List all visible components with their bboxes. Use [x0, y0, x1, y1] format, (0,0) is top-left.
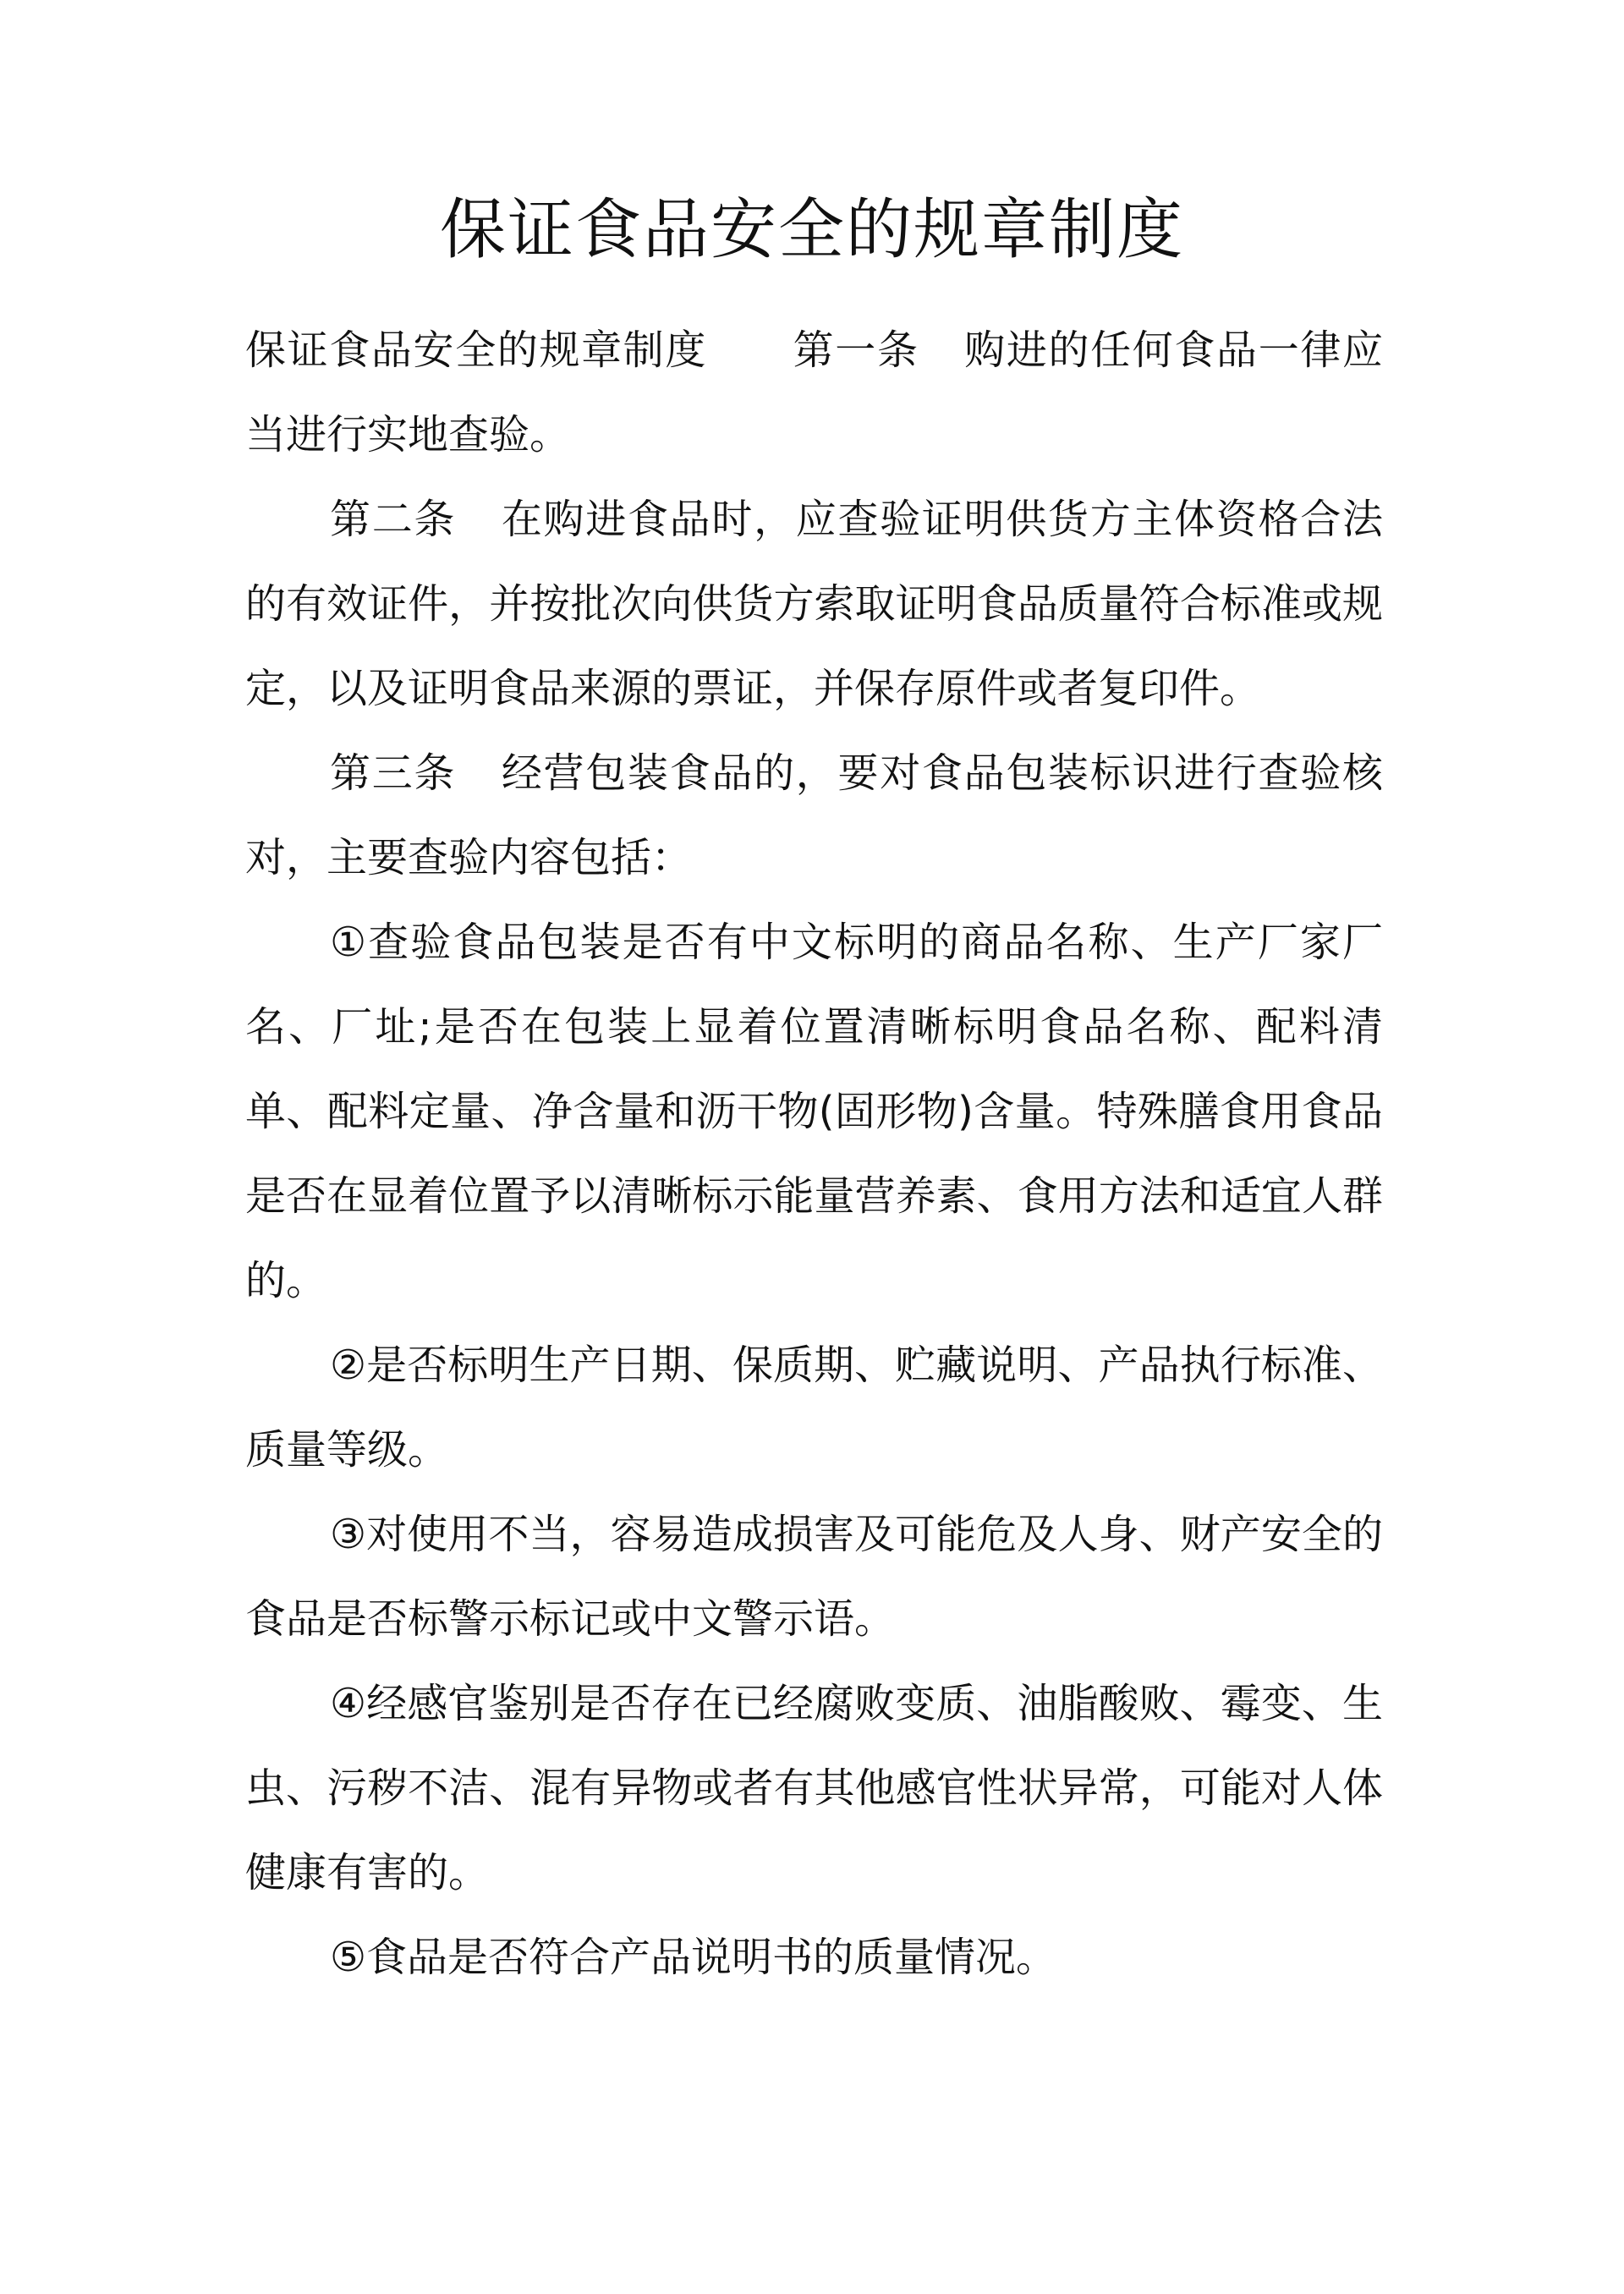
- item-3-paragraph: ③对使用不当，容易造成损害及可能危及人身、财产安全的食品是否标警示标记或中文警示语。: [245, 1511, 1383, 1643]
- article-2-text: 在购进食品时，应查验证明供货方主体资格合法的有效证件，并按批次向供货方索取证明食品质量符合标准或规定，以及证明食品来源的票证，并保存原件或者复印件。: [245, 496, 1383, 712]
- document-body: [245, 308, 1383, 2000]
- article-3-paragraph: [245, 731, 1383, 900]
- article-3-text: 经营包装食品的，要对食品包装标识进行查验核对，主要查验内容包括：: [245, 749, 1383, 881]
- document-title: 保证食品安全的规章制度: [439, 192, 1184, 268]
- article-1-text: 购进的任何食品一律应当进行实地查验。: [245, 327, 1383, 458]
- item-5-paragraph: ⑤食品是否符合产品说明书的质量情况。: [330, 1934, 1057, 1981]
- article-3-label: 第三条: [330, 749, 457, 797]
- article-2-label: 第二条: [330, 496, 457, 543]
- item-2-paragraph: ②是否标明生产日期、保质期、贮藏说明、产品执行标准、质量等级。: [245, 1342, 1383, 1474]
- intro-heading: 保证食品安全的规章制度: [245, 327, 708, 374]
- item-4-paragraph: ④经感官鉴别是否存在已经腐败变质、油脂酸败、霉变、生虫、污秽不洁、混有异物或者有其他感官性状异常，可能对人体健康有害的。: [245, 1680, 1383, 1896]
- intro-paragraph: [245, 308, 1383, 477]
- item-1-paragraph: ①查验食品包装是否有中文标明的商品名称、生产厂家厂名、厂址;是否在包装上显着位置清晰标明食品名称、配料清单、配料定量、净含量和沥干物(固形物)含量。特殊膳食用食品是否在显着位置予以清晰标示能量营养素、食用方法和适宜人群的。: [245, 919, 1383, 1304]
- article-1-label: 第一条: [792, 327, 919, 374]
- article-2-paragraph: [245, 477, 1383, 731]
